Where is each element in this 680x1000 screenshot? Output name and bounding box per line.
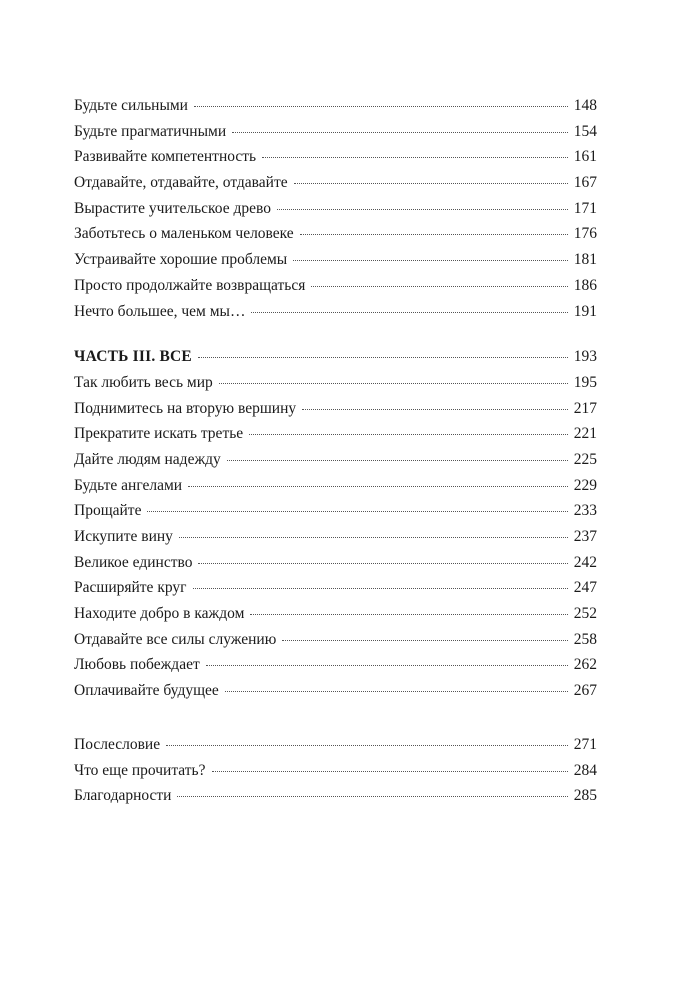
toc-entry-page: 221 (573, 425, 597, 443)
toc-entry-page: 161 (573, 148, 597, 166)
dot-leader (227, 460, 568, 461)
toc-entry-title: Будьте ангелами (74, 476, 183, 494)
toc-entry-title: Что еще прочитать? (74, 761, 206, 779)
toc-entry-page: 176 (573, 225, 597, 243)
toc-part-page: 193 (573, 348, 597, 366)
toc-group-back-matter (74, 732, 597, 809)
toc-entry[interactable] (74, 396, 597, 422)
toc-entry[interactable] (74, 652, 597, 678)
toc-entry[interactable] (74, 119, 597, 145)
toc-entry[interactable] (74, 678, 597, 704)
dot-leader (232, 132, 568, 133)
toc-entry-title: Заботьтесь о маленьком человеке (74, 225, 294, 243)
toc-part-heading[interactable] (74, 344, 597, 370)
toc-entry[interactable] (74, 524, 597, 550)
toc-entry-title: Поднимитесь на вторую вершину (74, 399, 297, 417)
toc-entry-title: Так любить весь мир (74, 373, 213, 391)
toc-entry-title: Расширяйте круг (74, 579, 187, 597)
dot-leader (194, 106, 568, 107)
dot-leader (225, 691, 568, 692)
toc-entry-title: Находите добро в каждом (74, 605, 245, 623)
toc-entry-title: Устраивайте хорошие проблемы (74, 251, 288, 269)
toc-entry-page: 262 (573, 656, 597, 674)
dot-leader (251, 312, 567, 313)
toc-entry-page: 271 (573, 735, 597, 753)
dot-leader (219, 383, 568, 384)
toc-group-part2-chapters (74, 93, 597, 324)
toc-entry[interactable] (74, 732, 597, 758)
toc-entry-title: Оплачивайте будущее (74, 682, 219, 700)
toc-entry[interactable] (74, 758, 597, 784)
toc-entry-title: Благодарности (74, 787, 172, 805)
dot-leader (300, 234, 568, 235)
toc-entry[interactable] (74, 221, 597, 247)
toc-entry-page: 148 (573, 97, 597, 114)
toc-entry[interactable] (74, 421, 597, 447)
toc-entry[interactable] (74, 93, 597, 119)
toc-entry[interactable] (74, 370, 597, 396)
toc-entry-page: 252 (573, 605, 597, 623)
toc-entry[interactable] (74, 601, 597, 627)
toc-entry[interactable] (74, 170, 597, 196)
toc-entry-title: Великое единство (74, 553, 193, 571)
toc-entry-page: 285 (573, 787, 597, 805)
dot-leader (311, 286, 567, 287)
toc-entry[interactable] (74, 447, 597, 473)
dot-leader (249, 434, 568, 435)
toc-entry-title: Отдавайте все силы служению (74, 630, 277, 648)
toc-entry-page: 186 (573, 276, 597, 294)
toc-entry-page: 237 (573, 528, 597, 545)
toc-group-part3 (74, 344, 597, 704)
toc-entry[interactable] (74, 247, 597, 273)
toc-entry-title: Вырастите учительское древо (74, 199, 271, 217)
toc-entry-title: Будьте сильными (74, 97, 188, 114)
dot-leader (250, 614, 567, 615)
toc-entry-title: Искупите вину (74, 528, 173, 545)
toc-entry-title: Нечто большее, чем мы… (74, 302, 246, 320)
toc-entry-page: 217 (573, 399, 597, 417)
toc-entry-title: Любовь побеждает (74, 656, 200, 674)
toc-part-title: ЧАСТЬ III. ВСЕ (74, 348, 192, 366)
dot-leader (294, 183, 568, 184)
toc-entry-page: 191 (573, 302, 597, 320)
dot-leader (293, 260, 568, 261)
toc-entry-title: Прощайте (74, 502, 142, 520)
dot-leader (277, 209, 568, 210)
toc-entry-page: 154 (573, 122, 597, 140)
dot-leader (282, 640, 567, 641)
toc-entry-page: 247 (573, 579, 597, 597)
dot-leader (302, 409, 568, 410)
toc-entry[interactable] (74, 299, 597, 325)
toc-entry-page: 181 (573, 251, 597, 269)
toc-entry-page: 267 (573, 682, 597, 700)
toc-entry-title: Развивайте компетентность (74, 148, 257, 166)
toc-entry[interactable] (74, 550, 597, 576)
toc-entry[interactable] (74, 273, 597, 299)
dot-leader (212, 771, 568, 772)
dot-leader (179, 537, 568, 538)
toc-entry[interactable] (74, 575, 597, 601)
toc-entry-title: Просто продолжайте возвращаться (74, 276, 306, 294)
toc-entry-page: 171 (573, 199, 597, 217)
toc-entry-title: Прекратите искать третье (74, 425, 244, 443)
toc-entry-page: 229 (573, 476, 597, 494)
toc-entry[interactable] (74, 144, 597, 170)
toc-entry-title: Будьте прагматичными (74, 122, 227, 140)
toc-entry[interactable] (74, 627, 597, 653)
toc-entry-title: Послесловие (74, 735, 161, 753)
toc-entry-page: 195 (573, 373, 597, 391)
toc-entry-page: 258 (573, 630, 597, 648)
toc-entry-page: 233 (573, 502, 597, 520)
table-of-contents (74, 93, 597, 809)
dot-leader (193, 588, 568, 589)
toc-entry-page: 225 (573, 450, 597, 468)
dot-leader (147, 511, 567, 512)
dot-leader (206, 665, 568, 666)
toc-entry[interactable] (74, 196, 597, 222)
toc-entry[interactable] (74, 473, 597, 499)
dot-leader (198, 357, 568, 358)
toc-entry[interactable] (74, 498, 597, 524)
dot-leader (262, 157, 568, 158)
toc-entry-page: 167 (573, 174, 597, 192)
dot-leader (198, 563, 567, 564)
toc-entry-title: Отдавайте, отдавайте, отдавайте (74, 174, 288, 192)
toc-entry-page: 284 (573, 761, 597, 779)
dot-leader (188, 486, 568, 487)
dot-leader (166, 745, 568, 746)
toc-entry[interactable] (74, 783, 597, 809)
toc-entry-page: 242 (573, 553, 597, 571)
dot-leader (177, 796, 567, 797)
toc-entry-title: Дайте людям надежду (74, 450, 221, 468)
